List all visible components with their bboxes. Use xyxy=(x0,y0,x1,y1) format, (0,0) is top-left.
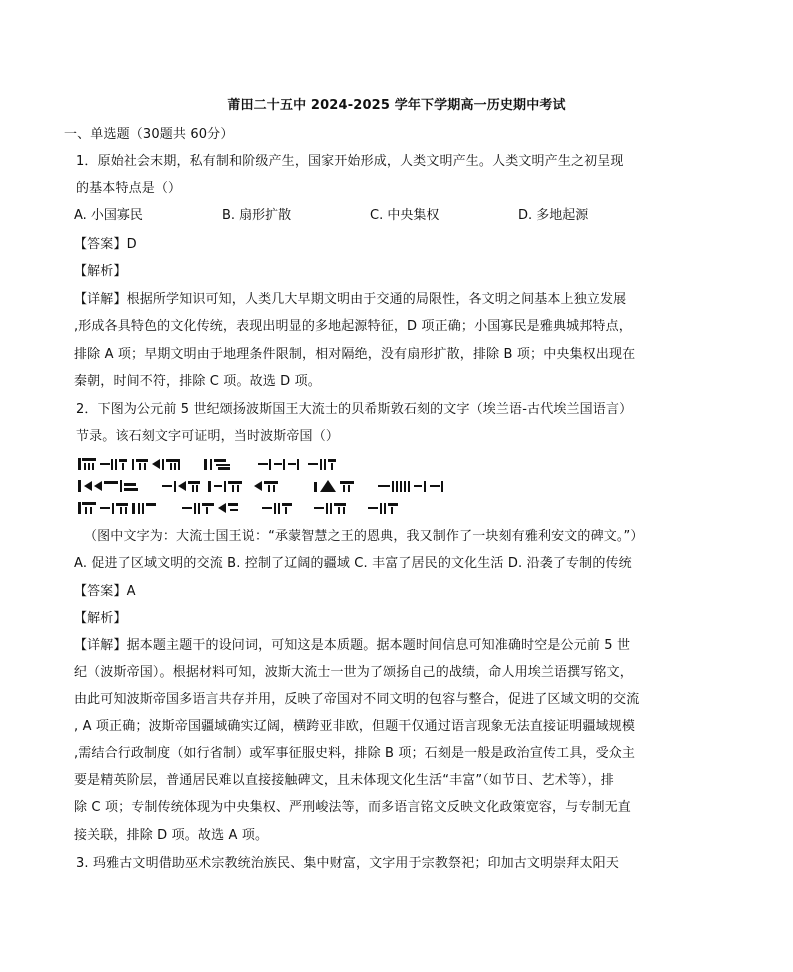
q2-detail-line-1: 【详解】据本题主题干的设问词，可知这是本质题。据本题时间信息可知准确时空是公元前 5 世 xyxy=(74,638,631,653)
q1-detail-line-1: 【详解】根据所学知识可知，人类几大早期文明由于交通的局限性，各文明之间基本上独立发展 xyxy=(74,292,627,307)
cuneiform-inscription-image xyxy=(78,456,548,518)
q2-detail-line-6: 要是精英阶层，普通居民难以直接接触碑文，且未体现文化生活“丰富”（如节日、艺术等），排 xyxy=(74,773,614,788)
q1-detail-line-4: 秦朝，时间不符，排除 C 项。故选 D 项。 xyxy=(74,374,321,389)
q1-detail-line-3: 排除 A 项；早期文明由于地理条件限制，相对隔绝，没有扇形扩散，排除 B 项；中央集权出现在 xyxy=(74,347,636,362)
q2-detail-line-5: ,需结合行政制度（如行省制）或军事征服史料，排除 B 项；石刻是一般是政治宣传工具，受众主 xyxy=(74,746,636,761)
q1-option-c: C. 中央集权 xyxy=(370,208,440,223)
q2-analysis-label: 【解析】 xyxy=(74,611,127,626)
q2-detail-line-2: 纪（波斯帝国）。根据材料可知，波斯大流士一世为了颂扬自己的战绩，命人用埃兰语撰写铭文， xyxy=(74,665,633,680)
q3-stem-line-1: 3. 玛雅古文明借助巫术宗教统治族民、集中财富，文字用于宗教祭祀；印加古文明崇拜太阳天 xyxy=(76,856,619,871)
q1-option-d: D. 多地起源 xyxy=(518,208,589,223)
q2-detail-line-3: 由此可知波斯帝国多语言共存并用，反映了帝国对不同文明的包容与整合，促进了区域文明的交流 xyxy=(74,692,640,707)
q2-stem-line-2: 节录。该石刻文字可证明，当时波斯帝国（） xyxy=(76,429,340,444)
q1-option-b: B. 扇形扩散 xyxy=(222,208,292,223)
q1-option-a: A. 小国寡民 xyxy=(74,208,143,223)
q1-answer: 【答案】D xyxy=(74,237,137,252)
q2-detail-line-8: 接关联，排除 D 项。故选 A 项。 xyxy=(74,828,269,843)
q2-image-caption: （图中文字为：大流士国王说：“承蒙智慧之王的恩典，我又制作了一块刻有雅利安文的碑文。”） xyxy=(84,529,644,544)
q1-stem-line-1: 1．原始社会末期，私有制和阶级产生，国家开始形成，人类文明产生。人类文明产生之初呈现 xyxy=(76,154,624,169)
q1-analysis-label: 【解析】 xyxy=(74,264,127,279)
section-heading: 一、单选题（30题共 60分） xyxy=(64,127,234,142)
q2-options: A. 促进了区域文明的交流 B. 控制了辽阔的疆域 C. 丰富了居民的文化生活 D. 沿袭了专制的传统 xyxy=(74,556,632,571)
q1-detail-line-2: ,形成各具特色的文化传统，表现出明显的多地起源特征，D 项正确；小国寡民是雅典城邦特点， xyxy=(74,319,632,334)
cuneiform-row-3 xyxy=(78,502,398,514)
q2-answer: 【答案】A xyxy=(74,584,136,599)
q1-stem-line-2: 的基本特点是（） xyxy=(76,181,182,196)
cuneiform-row-2 xyxy=(78,480,443,492)
q2-detail-line-7: 除 C 项；专制传统体现为中央集权、严刑峻法等，而多语言铭文反映文化政策宽容，与专制无直 xyxy=(74,800,631,815)
q2-detail-line-4: , A 项正确；波斯帝国疆域确实辽阔，横跨亚非欧，但题干仅通过语言现象无法直接证明疆域规模 xyxy=(74,719,636,734)
q2-stem-line-1: 2．下图为公元前 5 世纪颂扬波斯国王大流士的贝希斯敦石刻的文字（埃兰语-古代埃兰国语言） xyxy=(76,402,633,417)
exam-title: 莆田二十五中 2024-2025 学年下学期高一历史期中考试 xyxy=(227,98,566,113)
cuneiform-row-1 xyxy=(78,458,336,470)
